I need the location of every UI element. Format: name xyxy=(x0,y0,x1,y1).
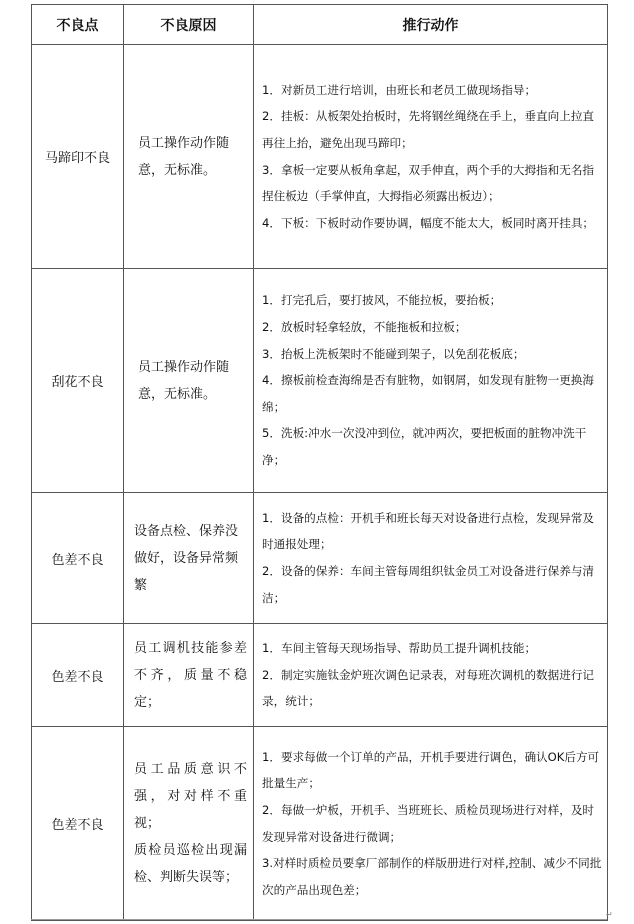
action-item: 4．下板：下板时动作要协调，幅度不能太大，板同时离开挂具； xyxy=(262,215,595,230)
action-item: 3．拿板一定要从板角拿起，双手伸直，两个手的大拇指和无名指捏住板边（手掌伸直，大拇指必须露出板边）； xyxy=(262,162,595,204)
table-row xyxy=(32,269,608,493)
action-item: 2．放板时轻拿轻放，不能拖板和拉板； xyxy=(262,320,467,335)
action-item: 3.对样时质检员要拿厂部制作的样版册进行对样,控制、减少不同批次的产品出现色差； xyxy=(262,856,602,897)
action-item: 1．对新员工进行培训，由班长和老员工做现场指导； xyxy=(262,82,537,97)
cause-text: 设备点检、保养没做好，设备异常频繁 xyxy=(134,523,239,593)
action-item: 2．制定实施钛金炉班次调色记录表，对每班次调机的数据进行记录，统计； xyxy=(262,667,595,709)
action-item: 1．车间主管每天现场指导、帮助员工提升调机技能； xyxy=(262,641,537,656)
action-item: 2．每做一炉板，开机手、当班班长、质检员现场进行对样，及时发现异常对设备进行微调； xyxy=(262,802,595,844)
table-row xyxy=(32,493,608,624)
cause-text: 质检员巡检出现漏检、判断失误等； xyxy=(134,843,247,885)
actions-cell xyxy=(254,727,608,921)
cause-cell xyxy=(124,493,254,624)
defect-cell: 刮花不良 xyxy=(32,269,124,493)
defect-cell: 色差不良 xyxy=(32,493,124,624)
table-row xyxy=(32,624,608,727)
actions-cell xyxy=(254,624,608,727)
actions-cell xyxy=(254,493,608,624)
defect-cell: 马蹄印不良 xyxy=(32,45,124,269)
defect-action-table xyxy=(31,4,608,921)
cause-text: 员工操作动作随意，无标准。 xyxy=(138,359,230,402)
cause-cell xyxy=(124,624,254,727)
defect-cell: 色差不良 xyxy=(32,727,124,921)
table-row xyxy=(32,45,608,269)
action-item: 5．洗板:冲水一次没冲到位，就冲两次，要把板面的脏物冲洗干净； xyxy=(262,426,587,467)
header-row xyxy=(32,5,608,45)
defect-cell: 色差不良 xyxy=(32,624,124,727)
action-item: 1．要求每做一个订单的产品，开机手要进行调色，确认OK后方可批量生产； xyxy=(262,749,600,791)
cause-cell xyxy=(124,269,254,493)
action-item: 1．设备的点检：开机手和班长每天对设备进行点检，发现异常及时通报处理； xyxy=(262,510,595,552)
cause-cell xyxy=(124,727,254,921)
action-item: 4．擦板前检查海绵是否有脏物，如钢屑，如发现有脏物一更换海绵； xyxy=(262,373,595,414)
cause-cell xyxy=(124,45,254,269)
table-row xyxy=(32,727,608,921)
action-item: 3．抬板上洗板架时不能碰到架子，以免刮花板底； xyxy=(262,346,525,361)
cause-text: 员工品质意识不强，对对样不重视； xyxy=(134,762,247,831)
actions-cell xyxy=(254,45,608,269)
corner-mark: ↵ xyxy=(606,910,613,919)
cause-text: 员工操作动作随意，无标准。 xyxy=(138,135,230,178)
actions-cell xyxy=(254,269,608,493)
header-cause: 不良原因 xyxy=(124,5,254,45)
header-defect: 不良点 xyxy=(32,5,124,45)
action-item: 2．挂板：从板架处抬板时，先将钢丝绳绕在手上，垂直向上拉直再往上抬，避免出现马蹄印； xyxy=(262,109,595,150)
action-item: 2．设备的保养：车间主管每周组织钛金员工对设备进行保养与清洁； xyxy=(262,564,595,605)
header-actions: 推行动作 xyxy=(254,5,608,45)
action-item: 1．打完孔后，要打披风，不能拉板，要抬板； xyxy=(262,293,502,308)
page-bottom-rule xyxy=(31,919,607,920)
cause-text: 员工调机技能参差不齐，质量不稳定； xyxy=(134,640,247,710)
